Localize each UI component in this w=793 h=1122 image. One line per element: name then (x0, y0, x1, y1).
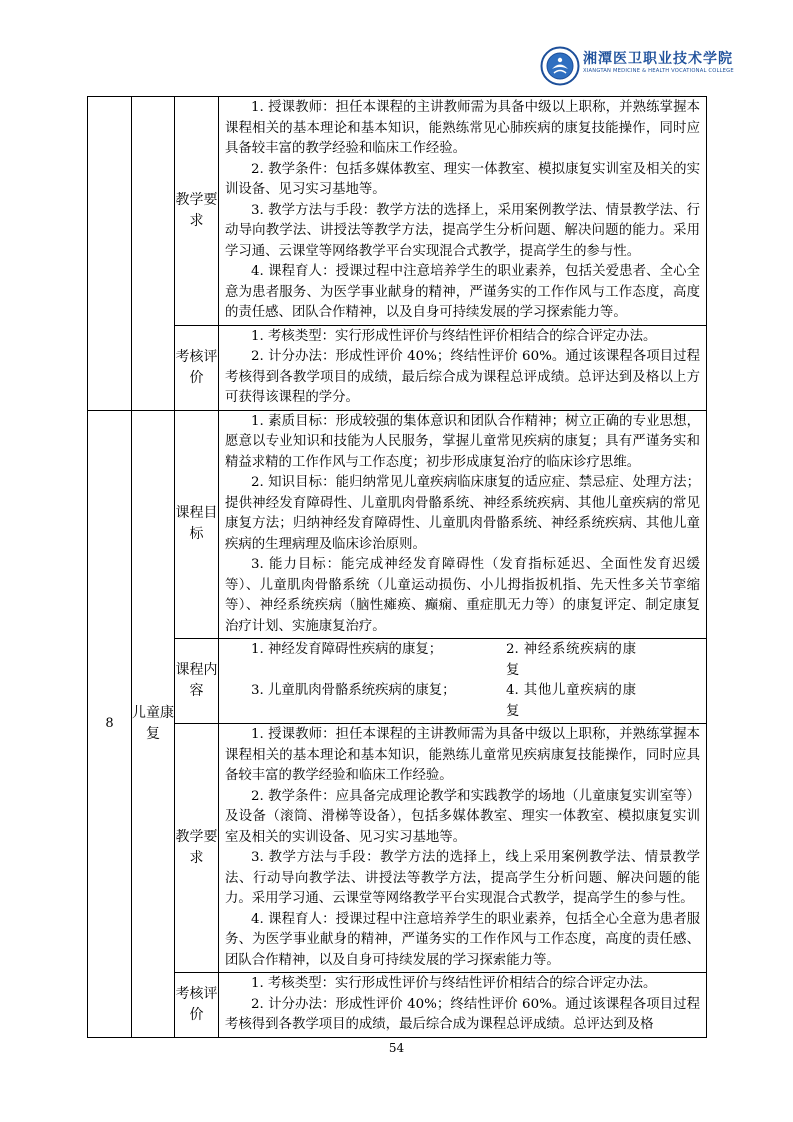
row-label: 课程内容 (175, 639, 219, 724)
row-label: 教学要求 (175, 724, 219, 973)
course-table (87, 96, 707, 1038)
page-number: 54 (388, 1041, 405, 1055)
paragraph: 4. 课程育人：授课过程中注意培养学生的职业素养，包括关爱患者、全心全意为患者服务、为医学事业献身的精神，严谨务实的工作作风与工作态度，高度的责任感、团队合作精神，以及自身可持续发展的学习探索能力等。 (225, 264, 700, 320)
course-objectives (219, 410, 707, 639)
course-content (219, 639, 707, 724)
row-label: 考核评价 (175, 973, 219, 1038)
paragraph: 3. 教学方法与手段：教学方法的选择上，线上采用案例教学法、情景教学法、行动导向教学法、讲授法等教学方法，提高学生分析问题、解决问题的能力。采用学习通、云课堂等网络教学平台实现混合式教学，提高学生的参与性。 (225, 850, 700, 906)
row-label: 课程目标 (175, 410, 219, 639)
table-row (88, 325, 707, 410)
table-row (88, 973, 707, 1038)
school-emblem-icon (540, 46, 580, 86)
teaching-requirements (219, 97, 707, 326)
row-label: 考核评价 (175, 325, 219, 410)
paragraph: 1. 素质目标：形成较强的集体意识和团队合作精神；树立正确的专业思想，愿意以专业知识和技能为人民服务，掌握儿童常见疾病的康复；具有严谨务实和精益求精的工作作风与工作态度；初步形成康复治疗的临床诊疗思维。 (225, 413, 700, 470)
table-row (88, 410, 707, 639)
content-item: 1. 神经发育障碍性疾病的康复； (251, 642, 443, 657)
school-name-cn: 湘潭医卫职业技术学院 (583, 51, 733, 67)
paragraph: 4. 课程育人：授课过程中注意培养学生的职业素养，包括全心全意为患者服务、为医学事业献身的精神，严谨务实的工作作风与工作态度，高度的责任感、团队合作精神，以及自身可持续发展的学习探索能力等。 (225, 911, 700, 968)
course-name: 儿童康复 (132, 410, 175, 1037)
paragraph: 3. 教学方法与手段：教学方法的选择上，采用案例教学法、情景教学法、行动导向教学法、讲授法等教学方法，提高学生分析问题、解决问题的能力。采用学习通、云课堂等网络教学平台实现混合式教学，提高学生的参与性。 (225, 202, 700, 259)
course-name-cell (132, 97, 175, 411)
paragraph: 1. 授课教师：担任本课程的主讲教师需为具备中级以上职称，并熟练掌握本课程相关的基本理论和基本知识，能熟练儿童常见疾病康复技能操作，同时应具备较丰富的教学经验和临床工作经验。 (225, 727, 700, 783)
paragraph: 2. 计分办法：形成性评价 40%；终结性评价 60%。通过该课程各项目过程考核得到各教学项目的成绩，最后综合成为课程总评成绩。总评达到及格以上方可获得该课程的学分。 (225, 349, 700, 405)
paragraph: 3. 能力目标：能完成神经发育障碍性（发育指标延迟、全面性发育迟缓等）、儿童肌肉骨骼系统（儿童运动损伤、小儿拇指扳机指、先天性多关节挛缩等）、神经系统疾病（脑性瘫痪、癫痫、重症肌无力等）的康复评定、制定康复治疗计划、实施康复治疗。 (225, 557, 700, 634)
paragraph: 2. 知识目标：能归纳常见儿童疾病临床康复的适应症、禁忌症、处理方法；提供神经发育障碍性、儿童肌肉骨骼系统、神经系统疾病、其他儿童疾病的常见康复方法；归纳神经发育障碍性、儿童肌肉骨骼系统、神经系统疾病、其他儿童疾病的生理病理及临床诊治原则。 (225, 475, 700, 552)
assessment (219, 325, 707, 410)
school-name-en: XIANGTAN MEDICINE & HEALTH VOCATIONAL COLLEGE (583, 68, 734, 74)
table-row (88, 639, 707, 724)
content-item: 3. 儿童肌肉骨骼系统疾病的康复； (251, 683, 456, 698)
content-item: 4. 其他儿童疾病的康复 (506, 683, 636, 719)
course-number: 8 (88, 410, 132, 1037)
paragraph: 2. 教学条件：应具备完成理论教学和实践教学的场地（儿童康复实训室等）及设备（滚筒、滑梯等设备），包括多媒体教室、理实一体教室、模拟康复实训室及相关的实训设备、见习实习基地等。 (225, 788, 700, 845)
paragraph: 1. 授课教师：担任本课程的主讲教师需为具备中级以上职称，并熟练掌握本课程相关的基本理论和基本知识，能熟练常见心肺疾病的康复技能操作，同时应具备较丰富的教学经验和临床工作经验。 (225, 100, 700, 156)
table-row (88, 97, 707, 326)
paragraph: 2. 计分办法：形成性评价 40%；终结性评价 60%。通过该课程各项目过程考核得到各教学项目的成绩，最后综合成为课程总评成绩。总评达到及格 (225, 996, 700, 1032)
paragraph: 1. 考核类型：实行形成性评价与终结性评价相结合的综合评定办法。 (251, 976, 657, 991)
teaching-requirements (219, 724, 707, 973)
school-logo (540, 46, 734, 86)
content-item: 2. 神经系统疾病的康复 (506, 642, 636, 678)
paragraph: 1. 考核类型：实行形成性评价与终结性评价相结合的综合评定办法。 (251, 328, 657, 344)
course-number-cell (88, 97, 132, 411)
table-row (88, 724, 707, 973)
paragraph: 2. 教学条件：包括多媒体教室、理实一体教室、模拟康复实训室及相关的实训设备、见习实习基地等。 (225, 161, 700, 197)
assessment (219, 973, 707, 1038)
row-label: 教学要求 (175, 97, 219, 326)
